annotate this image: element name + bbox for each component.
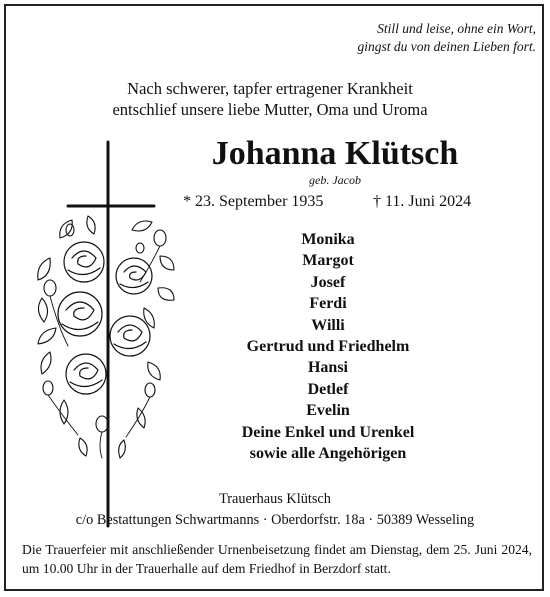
- list-item: Willi: [311, 316, 345, 334]
- list-item: Evelin: [306, 402, 350, 420]
- list-item: Ferdi: [309, 295, 347, 313]
- cross-with-roses-icon: [20, 138, 180, 530]
- poem-line-1: Still und leise, ohne ein Wort,: [377, 21, 536, 36]
- life-dates: [183, 192, 493, 212]
- poem-line-2: gingst du von deinen Lieben fort.: [357, 39, 536, 54]
- funeral-notice: Die Trauerfeier mit anschließender Urnenbeisetzung findet am Dienstag, dem 25. Juni 2024, um 10.00 Uhr in der Trauerhalle auf dem Friedhof in Berzdorf statt.: [22, 542, 532, 576]
- intro-line-1: Nach schwerer, tapfer ertragener Krankheit: [127, 79, 413, 98]
- birth-name: geb. Jacob: [309, 173, 361, 187]
- list-item: Detlef: [307, 380, 349, 398]
- funeral-home-address: c/o Bestattungen Schwartmanns · Oberdorfstr. 18a · 50389 Wesseling: [75, 512, 475, 528]
- poem: [276, 20, 536, 56]
- mourning-house: Trauerhaus Klütsch: [219, 491, 331, 507]
- intro-line-2: entschlief unsere liebe Mutter, Oma und Uroma: [112, 100, 428, 119]
- deceased-name: Johanna Klütsch: [211, 135, 459, 172]
- list-item: Gertrud und Friedhelm: [246, 338, 410, 356]
- list-item: Deine Enkel und Urenkel: [241, 423, 415, 441]
- birth-date: * 23. September 1935: [183, 193, 324, 210]
- list-item: Monika: [301, 231, 355, 248]
- list-item: Josef: [310, 273, 346, 291]
- death-date: † 11. Juni 2024: [373, 193, 472, 210]
- intro-text: [40, 78, 500, 120]
- list-item: Margot: [302, 252, 354, 270]
- list-item: sowie alle Angehörigen: [249, 445, 407, 463]
- mourners-list: [183, 229, 473, 464]
- list-item: Hansi: [307, 359, 348, 377]
